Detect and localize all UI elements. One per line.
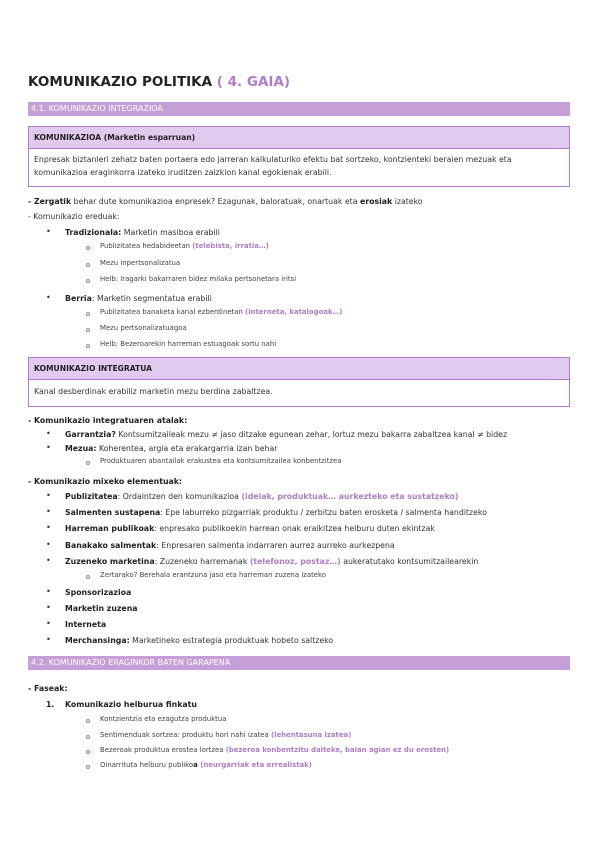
box-body: Enpresak biztanleri zehatz baten portaera edo jarreran kalkulaturiko efektu bat sortzeko, kontzienteki beraien mezuak eta komunikazioa eraginkorra izateko iruditzen zaizkion kanal egokienak erabili. bbox=[34, 155, 512, 177]
circle-bullet-icon bbox=[86, 279, 90, 283]
list-item-sponsorizazioa: Sponsorizazioa bbox=[65, 588, 132, 597]
list-item-garrantzia: Garrantzia? Kontsumitzaileak mezu ≠ jaso ditzake egunean zehar, lortuz mezu bakarra zabaltzea kanal ≠ bidez bbox=[65, 430, 508, 439]
circle-bullet-icon bbox=[86, 328, 90, 332]
list-item: Publizitatea banaketa kanal ezberdinetan (interneta, katalogoak…) bbox=[100, 308, 343, 316]
circle-bullet-icon bbox=[86, 719, 90, 723]
list-item: Helb: Iragarki bakarraren bidez milaka pertsonetara iritsi bbox=[100, 275, 297, 283]
list-item-banakako-salmentak: Banakako salmentak: Enpresaren salmenta indarraren aurrez aurreko aurkezpena bbox=[65, 541, 395, 550]
list-item: Mezu inpertsonalizatua bbox=[100, 259, 181, 267]
circle-bullet-icon bbox=[86, 246, 90, 250]
circle-bullet-icon bbox=[86, 765, 90, 769]
definition-box-integratua bbox=[28, 357, 570, 407]
list-item-interneta: Interneta bbox=[65, 620, 107, 629]
bullet-icon: • bbox=[46, 556, 51, 565]
list-item-zuzeneko-marketina: Zuzeneko marketina: Zuzeneko harremanak (telefonoz, postaz…) aukeratutako kontsumitzailearekin bbox=[65, 557, 479, 566]
list-item: Helb: Bezeroarekin harreman estuagoak sortu nahi bbox=[100, 340, 277, 348]
bullet-icon: • bbox=[46, 507, 51, 516]
bullet-icon: • bbox=[46, 635, 51, 644]
list-item-salmenten-sustapena: Salmenten sustapena: Epe laburreko pizgarriak produktu / zerbitzu baten erosketa / salmenta handitzeko bbox=[65, 508, 487, 517]
list-item-publizitatea: Publizitatea: Ordaintzen den komunikazioa (ideiak, produktuak… aurkezteko eta sustatzeko) bbox=[65, 492, 459, 501]
bullet-icon: • bbox=[46, 619, 51, 628]
list-item: Mezu pertsonalizatuagoa bbox=[100, 324, 187, 332]
circle-bullet-icon bbox=[86, 750, 90, 754]
circle-bullet-icon bbox=[86, 575, 90, 579]
bullet-icon: • bbox=[46, 491, 51, 500]
title-main: KOMUNIKAZIO POLITIKA bbox=[28, 74, 213, 90]
list-item-berria: Berria: Marketin segmentatua erabili bbox=[65, 294, 212, 303]
ereduak-line: - Komunikazio ereduak: bbox=[28, 212, 120, 221]
list-item: Kontzientzia eta ezagutza produktua bbox=[100, 715, 227, 723]
box-heading: KOMUNIKAZIO INTEGRATUA bbox=[29, 358, 569, 380]
box-heading: KOMUNIKAZIOA (Marketin esparruan) bbox=[29, 127, 569, 149]
list-item: Bezeroak produktua erostea lortzea (bezeroa konbentzitu daiteke, baian agian ez du erosten) bbox=[100, 746, 450, 754]
mixeko-heading: - Komunikazio mixeko elementuak: bbox=[28, 477, 183, 486]
circle-bullet-icon bbox=[86, 461, 90, 465]
list-item: Sentimenduak sortzea: produktu hori nahi izatea (lehentasuna izatea) bbox=[100, 731, 352, 739]
section-heading-2: 4.2. KOMUNIKAZIO ERAGINKOR BATEN GARAPENA bbox=[28, 656, 570, 670]
circle-bullet-icon bbox=[86, 312, 90, 316]
circle-bullet-icon bbox=[86, 735, 90, 739]
faseak-heading: - Faseak: bbox=[28, 684, 68, 693]
bullet-icon: • bbox=[46, 227, 51, 236]
bullet-icon: • bbox=[46, 587, 51, 596]
zergatik-line: - Zergatik behar dute komunikazioa enpresek? Ezagunak, baloratuak, onartuak eta erosiak izateko bbox=[28, 197, 423, 206]
bullet-icon: • bbox=[46, 293, 51, 302]
bullet-icon: • bbox=[46, 603, 51, 612]
list-item-merchansinga: Merchansinga: Marketineko estrategia produktuak hobeto saltzeko bbox=[65, 636, 334, 645]
list-item: Zertarako? Berehala erantzuna jaso eta harreman zuzena izateko bbox=[100, 571, 326, 579]
list-item-harreman-publikoak: Harreman publikoak: enpresako publikoekin harrean onak eraikitzea helburu duten ekintzak bbox=[65, 524, 435, 533]
definition-box-komunikazioa bbox=[28, 126, 570, 187]
box-body: Kanal desberdinak erabiliz marketin mezu berdina zabaltzea. bbox=[34, 387, 273, 396]
bullet-icon: • bbox=[46, 443, 51, 452]
atalak-heading: - Komunikazio integratuaren atalak: bbox=[28, 416, 188, 425]
title-accent: ( 4. GAIA) bbox=[216, 74, 291, 90]
bullet-icon: • bbox=[46, 429, 51, 438]
fase-1-label: Komunikazio helburua finkatu bbox=[65, 700, 197, 709]
bullet-icon: • bbox=[46, 540, 51, 549]
list-item: Produktuaren abantailak erakustea eta kontsumitzailea konbentzitzea bbox=[100, 457, 342, 465]
list-item-tradizionala: Tradizionala: Marketin masiboa erabili bbox=[65, 228, 220, 237]
list-item-fase-1: 1. bbox=[46, 700, 55, 709]
list-item: Publizitatea hedabideetan (telebista, irratia…) bbox=[100, 242, 269, 250]
list-item-marketin-zuzena: Marketin zuzena bbox=[65, 604, 138, 613]
bullet-icon: • bbox=[46, 523, 51, 532]
circle-bullet-icon bbox=[86, 344, 90, 348]
list-item: Oinarrituta helburu publikoa (neurgarriak eta errealistak) bbox=[100, 761, 312, 769]
circle-bullet-icon bbox=[86, 263, 90, 267]
list-item-mezua: Mezua: Koherentea, argia eta erakargarria izan behar bbox=[65, 444, 278, 453]
page-title bbox=[28, 74, 290, 90]
section-heading-1: 4.1. KOMUNIKAZIO INTEGRAZIOA bbox=[28, 102, 570, 116]
